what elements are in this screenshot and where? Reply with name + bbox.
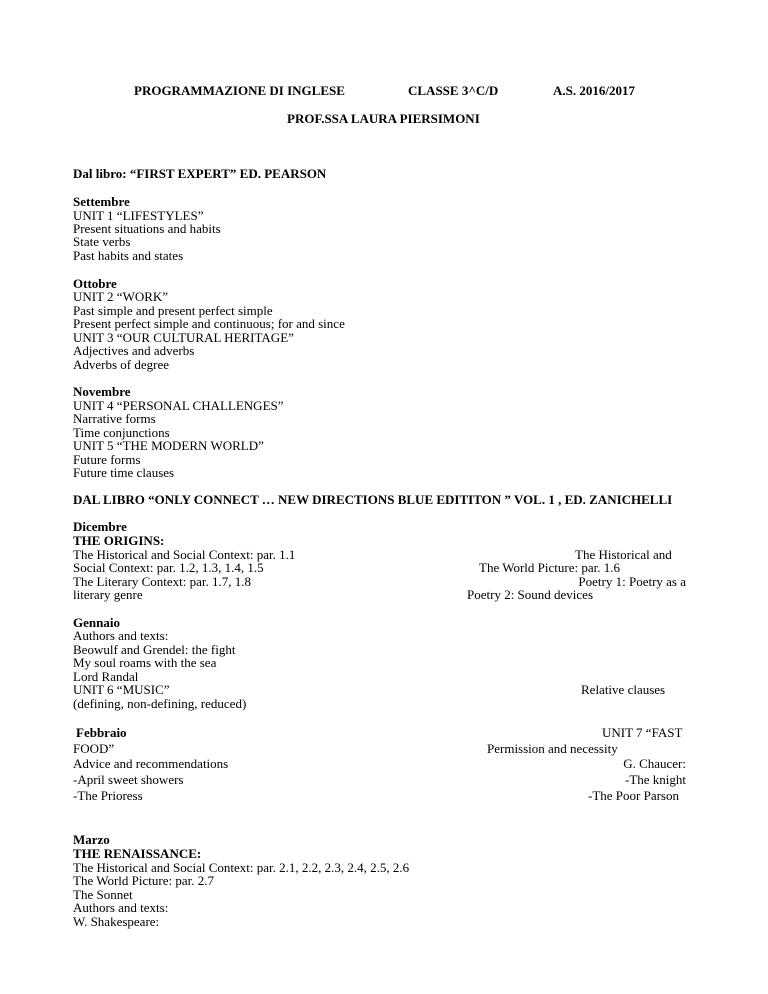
list-item: Poetry 1: Poetry as a (578, 574, 686, 589)
list-item: Past simple and present perfect simple (73, 303, 273, 318)
list-item: FOOD” (73, 741, 115, 756)
list-item: Future time clauses (73, 465, 175, 480)
list-item: Lord Randal (73, 669, 139, 684)
month-gennaio: Gennaio (73, 615, 120, 630)
list-item: UNIT 3 “OUR CULTURAL HERITAGE” (73, 330, 294, 345)
list-item: Permission and necessity (487, 741, 618, 756)
school-year: A.S. 2016/2017 (553, 83, 635, 98)
list-item: W. Shakespeare: (73, 914, 160, 929)
book-title-first-expert: Dal libro: “FIRST EXPERT” ED. PEARSON (73, 166, 327, 181)
teacher-name: PROF.SSA LAURA PIERSIMONI (287, 111, 480, 126)
list-item: The Literary Context: par. 1.7, 1.8 (73, 574, 251, 589)
list-item: -April sweet showers (73, 772, 184, 787)
book-title-only-connect: DAL LIBRO “ONLY CONNECT … NEW DIRECTIONS BLUE EDITITON ” VOL. 1 , ED. ZANICHELLI (73, 492, 673, 507)
list-item: G. Chaucer: (623, 756, 686, 771)
list-item: Past habits and states (73, 248, 184, 263)
list-item: -The Prioress (73, 788, 143, 803)
list-item: UNIT 6 “MUSIC” (73, 682, 170, 697)
list-item: Present situations and habits (73, 221, 221, 236)
month-dicembre: Dicembre (73, 519, 127, 534)
list-item: Adverbs of degree (73, 357, 170, 372)
list-item: Present perfect simple and continuous; for and since (73, 316, 345, 331)
list-item: Advice and recommendations (73, 756, 229, 771)
list-item: Relative clauses (581, 682, 666, 697)
list-item: UNIT 2 “WORK” (73, 289, 169, 304)
subject-title: PROGRAMMAZIONE DI INGLESE (134, 83, 345, 98)
list-item: The Historical and Social Context: par. 1.1 (73, 547, 296, 562)
list-item: Time conjunctions (73, 425, 170, 440)
list-item: Authors and texts: (73, 628, 169, 643)
list-item: literary genre (73, 587, 143, 602)
list-item: -The Poor Parson (588, 788, 679, 803)
list-item: Adjectives and adverbs (73, 343, 195, 358)
list-item: Social Context: par. 1.2, 1.3, 1.4, 1.5 (73, 560, 264, 575)
list-item: UNIT 4 “PERSONAL CHALLENGES” (73, 398, 284, 413)
list-item: The Historical and Social Context: par. 2.1, 2.2, 2.3, 2.4, 2.5, 2.6 (73, 860, 410, 875)
list-item: UNIT 1 “LIFESTYLES” (73, 208, 204, 223)
list-item: The Historical and (575, 547, 672, 562)
section-heading-origins: THE ORIGINS: (73, 533, 165, 548)
month-febbraio: Febbraio (76, 725, 127, 740)
section-heading-renaissance: THE RENAISSANCE: (73, 846, 202, 861)
list-item: Beowulf and Grendel: the fight (73, 642, 236, 657)
month-settembre: Settembre (73, 194, 130, 209)
list-item: Poetry 2: Sound devices (467, 587, 594, 602)
month-ottobre: Ottobre (73, 276, 117, 291)
list-item: The World Picture: par. 1.6 (479, 560, 620, 575)
list-item: The World Picture: par. 2.7 (73, 873, 214, 888)
list-item: UNIT 5 “THE MODERN WORLD” (73, 438, 264, 453)
list-item: Future forms (73, 452, 141, 467)
list-item: UNIT 7 “FAST (602, 725, 683, 740)
list-item: State verbs (73, 234, 131, 249)
list-item: Narrative forms (73, 411, 156, 426)
month-marzo: Marzo (73, 832, 110, 847)
list-item: My soul roams with the sea (73, 655, 217, 670)
list-item: Authors and texts: (73, 900, 169, 915)
month-novembre: Novembre (73, 384, 131, 399)
list-item: The Sonnet (73, 887, 133, 902)
list-item: -The knight (624, 772, 686, 787)
list-item: (defining, non-defining, reduced) (73, 696, 247, 711)
class-label: CLASSE 3^C/D (408, 83, 499, 98)
